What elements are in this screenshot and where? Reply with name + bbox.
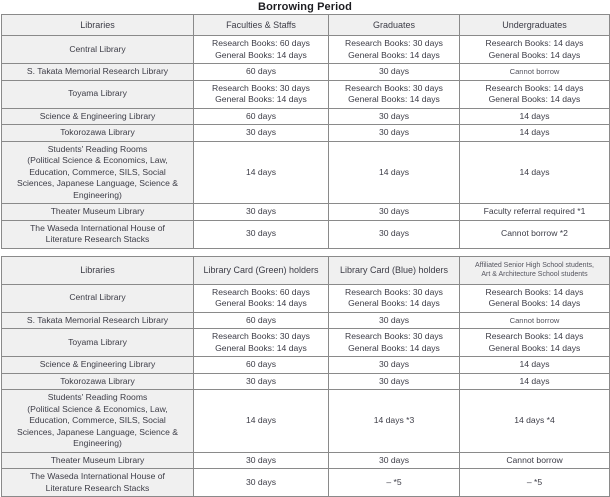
borrowing-period-cell: Research Books: 60 days General Books: 14 days (194, 284, 329, 312)
borrowing-period-cell: 30 days (194, 220, 329, 248)
borrowing-period-cell: 14 days (460, 373, 610, 390)
borrowing-period-cell: 14 days (329, 141, 460, 204)
borrowing-period-cell: Faculty referral required *1 (460, 204, 610, 221)
borrowing-period-cell: 30 days (329, 204, 460, 221)
borrowing-period-cell: Research Books: 30 days General Books: 14 days (194, 329, 329, 357)
table-row (2, 469, 610, 497)
borrowing-period-cell: – *5 (329, 469, 460, 497)
table-row (2, 284, 610, 312)
table-header-row (2, 15, 610, 36)
borrowing-period-cell: Research Books: 14 days General Books: 14 days (460, 36, 610, 64)
borrowing-period-cell: 14 days (194, 141, 329, 204)
borrowing-period-cell: 14 days (460, 357, 610, 374)
library-name-cell: Toyama Library (2, 329, 194, 357)
column-header-3: Undergraduates (460, 15, 610, 36)
borrowing-period-cell: 30 days (329, 312, 460, 329)
borrowing-period-cell: Research Books: 30 days General Books: 14 days (329, 36, 460, 64)
column-header-2: Graduates (329, 15, 460, 36)
library-name-cell: S. Takata Memorial Research Library (2, 64, 194, 81)
column-header-libraries: Libraries (2, 15, 194, 36)
column-header-3: Affiliated Senior High School students, Art & Architecture School students (460, 256, 610, 284)
table-row (2, 141, 610, 204)
library-name-cell: Tokorozawa Library (2, 373, 194, 390)
borrowing-period-cell: Research Books: 30 days General Books: 14 days (329, 284, 460, 312)
borrowing-period-cell: 30 days (194, 204, 329, 221)
borrowing-period-cell: Research Books: 14 days General Books: 14 days (460, 329, 610, 357)
borrowing-period-cell: 30 days (329, 64, 460, 81)
table-row (2, 108, 610, 125)
borrowing-period-cell: 60 days (194, 357, 329, 374)
borrowing-period-cell: 14 days (194, 390, 329, 453)
column-header-1: Faculties & Staffs (194, 15, 329, 36)
borrowing-period-cell: 60 days (194, 312, 329, 329)
borrowing-period-cell: 60 days (194, 108, 329, 125)
library-name-cell: Theater Museum Library (2, 452, 194, 469)
table-1-wrap (0, 14, 610, 249)
borrowing-period-cell: 30 days (329, 220, 460, 248)
column-header-2: Library Card (Blue) holders (329, 256, 460, 284)
borrowing-period-cell: 14 days *3 (329, 390, 460, 453)
borrowing-period-cell: Research Books: 60 days General Books: 14 days (194, 36, 329, 64)
borrowing-period-cell: 30 days (329, 125, 460, 142)
borrowing-period-cell: 14 days (460, 125, 610, 142)
borrowing-period-cell: Research Books: 14 days General Books: 14 days (460, 284, 610, 312)
table-row (2, 36, 610, 64)
library-name-cell: Students' Reading Rooms (Political Science & Economics, Law, Education, Commerce, SILS, Social Sciences, Japanese Language, Science & Engineering) (2, 390, 194, 453)
borrowing-period-cell: 30 days (194, 373, 329, 390)
borrowing-period-cell: 14 days *4 (460, 390, 610, 453)
borrowing-period-cell: 30 days (329, 452, 460, 469)
table-2-wrap (0, 256, 610, 497)
page-title: Borrowing Period (0, 0, 610, 14)
library-name-cell: Central Library (2, 284, 194, 312)
borrowing-period-cell: Research Books: 30 days General Books: 14 days (194, 80, 329, 108)
table-row (2, 204, 610, 221)
library-name-cell: Science & Engineering Library (2, 108, 194, 125)
table-row (2, 125, 610, 142)
borrowing-period-cell: Research Books: 30 days General Books: 14 days (329, 329, 460, 357)
library-name-cell: S. Takata Memorial Research Library (2, 312, 194, 329)
borrowing-period-cell: Research Books: 30 days General Books: 14 days (329, 80, 460, 108)
borrowing-period-cell: Research Books: 14 days General Books: 14 days (460, 80, 610, 108)
library-name-cell: The Waseda International House of Literature Research Stacks (2, 220, 194, 248)
table-row (2, 64, 610, 81)
borrowing-period-cell: Cannot borrow (460, 64, 610, 81)
borrowing-period-cell: 14 days (460, 141, 610, 204)
table-row (2, 452, 610, 469)
table-row (2, 390, 610, 453)
table-separator-gap (0, 249, 610, 256)
table-row (2, 373, 610, 390)
library-name-cell: Tokorozawa Library (2, 125, 194, 142)
column-header-1: Library Card (Green) holders (194, 256, 329, 284)
borrowing-period-cell: Cannot borrow (460, 312, 610, 329)
borrowing-period-cell: 30 days (194, 125, 329, 142)
library-name-cell: The Waseda International House of Literature Research Stacks (2, 469, 194, 497)
table-row (2, 357, 610, 374)
table-row (2, 220, 610, 248)
table-header-row (2, 256, 610, 284)
library-name-cell: Students' Reading Rooms (Political Science & Economics, Law, Education, Commerce, SILS, Social Sciences, Japanese Language, Science & Engineering) (2, 141, 194, 204)
column-header-libraries: Libraries (2, 256, 194, 284)
table-row (2, 80, 610, 108)
borrowing-period-cell: 30 days (329, 108, 460, 125)
borrowing-period-cell: 30 days (329, 373, 460, 390)
table-row (2, 329, 610, 357)
borrowing-period-cell: 30 days (194, 469, 329, 497)
table-row (2, 312, 610, 329)
library-name-cell: Theater Museum Library (2, 204, 194, 221)
borrowing-period-table-faculty-students (1, 14, 610, 249)
borrowing-period-cell: – *5 (460, 469, 610, 497)
library-name-cell: Science & Engineering Library (2, 357, 194, 374)
borrowing-period-cell: Cannot borrow *2 (460, 220, 610, 248)
library-name-cell: Central Library (2, 36, 194, 64)
borrowing-period-cell: 30 days (194, 452, 329, 469)
borrowing-period-cell: 30 days (329, 357, 460, 374)
borrowing-period-cell: Cannot borrow (460, 452, 610, 469)
borrowing-period-table-library-card-holders (1, 256, 610, 497)
borrowing-period-cell: 60 days (194, 64, 329, 81)
borrowing-period-cell: 14 days (460, 108, 610, 125)
library-name-cell: Toyama Library (2, 80, 194, 108)
